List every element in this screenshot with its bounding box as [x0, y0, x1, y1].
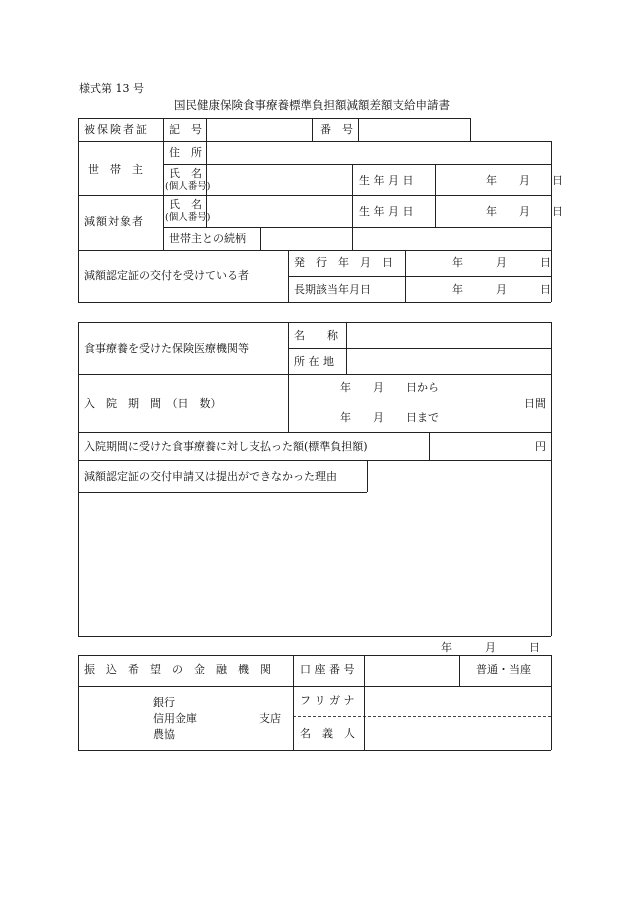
household-birth-label: 生 年 月 日	[359, 174, 414, 187]
signature-date[interactable]: 年 月 日	[441, 641, 540, 654]
form-number: 様式第 13 号	[79, 82, 144, 95]
form-title: 国民健康保険食事療養標準負担額減額差額支給申請書	[174, 98, 450, 112]
bank-label: 振 込 希 望 の 金 融 機 関	[84, 663, 271, 676]
bank-type-credit-union: 信用金庫	[153, 712, 197, 725]
period-to[interactable]: 年 月 日まで	[340, 411, 439, 424]
address-label: 住 所	[169, 146, 202, 159]
payment-amount-field[interactable]	[430, 433, 550, 459]
account-number-label: 口 座 番 号	[300, 663, 355, 676]
furigana-field[interactable]	[365, 687, 550, 715]
reason-label: 減額認定証の交付申請又は提出ができなかった理由	[84, 470, 337, 483]
household-name-field[interactable]	[207, 165, 351, 194]
insured-card-label: 被保険者証	[84, 123, 149, 136]
bank-type-bank: 銀行	[153, 696, 175, 709]
target-id-label: (個人番号)	[165, 212, 211, 223]
certificate-label: 減額認定証の交付を受けている者	[84, 269, 249, 282]
period-label: 入 院 期 間 （日 数）	[84, 397, 222, 410]
bank-name-field[interactable]	[79, 687, 292, 749]
issue-date[interactable]: 年 月 日	[452, 256, 551, 269]
institution-label: 食事療養を受けた保険医療機関等	[84, 342, 249, 355]
furigana-label: フ リ ガ ナ	[300, 694, 355, 707]
household-id-label: (個人番号)	[165, 181, 211, 192]
number-label: 番 号	[320, 123, 353, 136]
account-type[interactable]: 普通・当座	[476, 663, 531, 676]
longterm-date[interactable]: 年 月 日	[452, 283, 551, 296]
institution-location-field[interactable]	[347, 349, 550, 373]
target-name-field[interactable]	[207, 196, 351, 226]
relation-field[interactable]	[261, 228, 351, 249]
holder-field[interactable]	[365, 718, 550, 749]
bank-type-agricultural: 農協	[153, 728, 175, 741]
insured-number-field[interactable]	[359, 119, 469, 140]
institution-name-label: 名 称	[294, 329, 338, 342]
target-name-label: 氏 名	[169, 198, 202, 211]
issue-date-label: 発 行 年 月 日	[294, 256, 393, 269]
branch-label: 支店	[259, 712, 281, 725]
symbol-label: 記 号	[169, 123, 202, 136]
target-birth-date[interactable]: 年 月 日	[486, 205, 563, 218]
account-number-field[interactable]	[365, 656, 458, 685]
household-address-field[interactable]	[207, 142, 550, 163]
reduction-target-label: 減額対象者	[84, 215, 144, 228]
insured-symbol-field[interactable]	[207, 119, 311, 140]
relation-label: 世帯主との続柄	[169, 232, 246, 245]
household-name-label: 氏 名	[169, 167, 202, 180]
household-birth-date[interactable]: 年 月 日	[486, 174, 563, 187]
holder-label: 名 義 人	[300, 727, 355, 740]
period-from[interactable]: 年 月 日から	[340, 381, 439, 394]
reason-field[interactable]	[79, 493, 550, 635]
institution-location-label: 所 在 地	[294, 355, 334, 368]
longterm-date-label: 長期該当年月日	[294, 283, 371, 296]
household-head-label: 世 帯 主	[88, 163, 143, 176]
payment-unit: 円	[535, 440, 546, 453]
institution-name-field[interactable]	[347, 323, 550, 347]
payment-label: 入院期間に受けた食事療養に対し支払った額(標準負担額)	[84, 440, 368, 453]
target-birth-label: 生 年 月 日	[359, 205, 414, 218]
period-days-unit: 日間	[524, 397, 546, 410]
